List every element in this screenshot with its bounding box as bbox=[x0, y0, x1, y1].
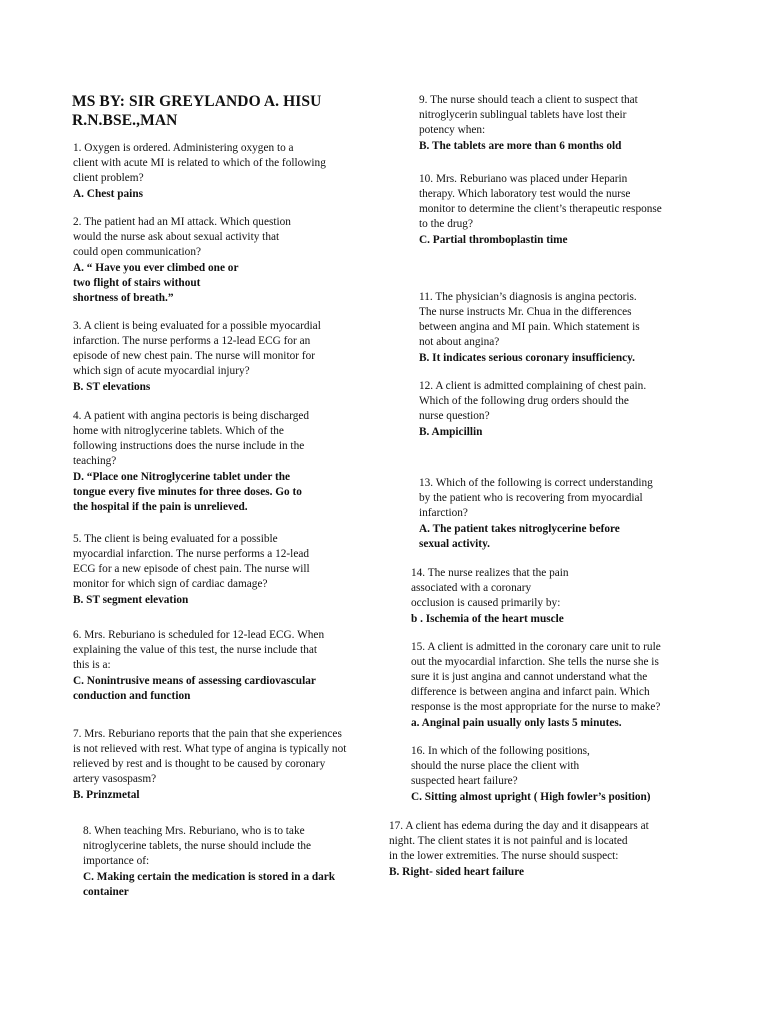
question-text-line: explaining the value of this test, the nurse include that bbox=[73, 644, 318, 656]
question-text-line: out the myocardial infarction. She tells the nurse she is bbox=[411, 656, 659, 668]
question-text-line: 16. In which of the following positions, bbox=[411, 745, 590, 757]
question-text-line: The nurse instructs Mr. Chua in the differences bbox=[419, 306, 632, 318]
answer-line: A. The patient takes nitroglycerine before bbox=[419, 523, 620, 535]
question-text-line: associated with a coronary bbox=[411, 582, 532, 594]
question-item bbox=[419, 290, 719, 366]
question-text-line: could open communication? bbox=[73, 246, 201, 258]
question-item bbox=[73, 532, 393, 608]
question-item bbox=[419, 93, 719, 154]
answer bbox=[73, 187, 393, 202]
answer-line: the hospital if the pain is unrelieved. bbox=[73, 501, 248, 513]
question-text-line: 9. The nurse should teach a client to suspect that bbox=[419, 94, 638, 106]
question-text-line: suspected heart failure? bbox=[411, 775, 518, 787]
question-text-line: 8. When teaching Mrs. Reburiano, who is to take bbox=[83, 825, 305, 837]
answer bbox=[419, 139, 719, 154]
question-text-line: response is the most appropriate for the nurse to make? bbox=[411, 701, 661, 713]
answer-line: A. Chest pains bbox=[73, 188, 143, 200]
answer bbox=[73, 261, 393, 306]
question-text-line: nitroglycerine tablets, the nurse should include the bbox=[83, 840, 312, 852]
question-text-line: nurse question? bbox=[419, 410, 490, 422]
question-text-line: monitor for which sign of cardiac damage? bbox=[73, 578, 268, 590]
question-text-line: client problem? bbox=[73, 172, 144, 184]
question-text-line: not about angina? bbox=[419, 336, 500, 348]
document-title bbox=[72, 92, 372, 130]
answer-line: B. ST elevations bbox=[73, 381, 151, 393]
question-text-line: 5. The client is being evaluated for a possible bbox=[73, 533, 278, 545]
question-text-line: monitor to determine the client’s therapeutic response bbox=[419, 203, 662, 215]
question-text-line: 17. A client has edema during the day and it disappears at bbox=[389, 820, 649, 832]
answer bbox=[419, 522, 719, 552]
question-text-line: potency when: bbox=[419, 124, 486, 136]
answer-line: container bbox=[83, 886, 129, 898]
question-text-line: infarction? bbox=[419, 507, 468, 519]
answer bbox=[73, 380, 393, 395]
answer bbox=[73, 470, 393, 515]
question-item bbox=[411, 640, 711, 731]
answer-line: sexual activity. bbox=[419, 538, 490, 550]
answer-line: A. “ Have you ever climbed one or bbox=[73, 262, 239, 274]
question-text-line: therapy. Which laboratory test would the nurse bbox=[419, 188, 631, 200]
answer-line: B. It indicates serious coronary insufficiency. bbox=[419, 352, 635, 364]
answer-line: B. Right- sided heart failure bbox=[389, 866, 525, 878]
answer-line: B. Prinzmetal bbox=[73, 789, 140, 801]
answer bbox=[419, 351, 719, 366]
answer-line: B. The tablets are more than 6 months old bbox=[419, 140, 622, 152]
answer bbox=[389, 865, 689, 880]
question-item bbox=[389, 819, 689, 880]
answer bbox=[419, 425, 719, 440]
answer-line: C. Making certain the medication is stored in a dark bbox=[83, 871, 336, 883]
answer-line: B. Ampicillin bbox=[419, 426, 483, 438]
question-text-line: 6. Mrs. Reburiano is scheduled for 12-lead ECG. When bbox=[73, 629, 325, 641]
question-text-line: to the drug? bbox=[419, 218, 473, 230]
answer bbox=[411, 790, 711, 805]
answer-line: a. Anginal pain usually only lasts 5 minutes. bbox=[411, 717, 622, 729]
answer-line: tongue every five minutes for three doses. Go to bbox=[73, 486, 302, 498]
question-text-line: episode of new chest pain. The nurse will monitor for bbox=[73, 350, 315, 362]
question-text-line: 15. A client is admitted in the coronary care unit to rule bbox=[411, 641, 661, 653]
answer-line: conduction and function bbox=[73, 690, 191, 702]
question-item bbox=[73, 628, 393, 704]
question-text-line: nitroglycerin sublingual tablets have lost their bbox=[419, 109, 627, 121]
title-line: MS BY: SIR GREYLANDO A. HISU bbox=[72, 93, 322, 110]
answer-line: two flight of stairs without bbox=[73, 277, 201, 289]
question-text-line: client with acute MI is related to which of the following bbox=[73, 157, 326, 169]
question-text-line: 10. Mrs. Reburiano was placed under Heparin bbox=[419, 173, 628, 185]
question-text-line: 1. Oxygen is ordered. Administering oxygen to a bbox=[73, 142, 294, 154]
answer bbox=[411, 716, 711, 731]
question-text-line: would the nurse ask about sexual activity that bbox=[73, 231, 280, 243]
question-text-line: 14. The nurse realizes that the pain bbox=[411, 567, 569, 579]
question-item bbox=[419, 379, 719, 440]
question-text-line: 7. Mrs. Reburiano reports that the pain that she experiences bbox=[73, 728, 342, 740]
question-text-line: occlusion is caused primarily by: bbox=[411, 597, 561, 609]
question-text-line: by the patient who is recovering from myocardial bbox=[419, 492, 643, 504]
question-text-line: 11. The physician’s diagnosis is angina pectoris. bbox=[419, 291, 637, 303]
question-text-line: is not relieved with rest. What type of angina is typically not bbox=[73, 743, 347, 755]
question-text-line: importance of: bbox=[83, 855, 150, 867]
answer bbox=[73, 674, 393, 704]
question-item bbox=[419, 172, 719, 248]
question-text-line: ECG for a new episode of chest pain. The nurse will bbox=[73, 563, 310, 575]
question-item bbox=[73, 409, 393, 515]
question-text-line: home with nitroglycerine tablets. Which of the bbox=[73, 425, 284, 437]
question-text-line: in the lower extremities. The nurse should suspect: bbox=[389, 850, 619, 862]
question-text-line: relieved by rest and is thought to be caused by coronary bbox=[73, 758, 326, 770]
question-text-line: 2. The patient had an MI attack. Which question bbox=[73, 216, 291, 228]
question-item bbox=[73, 215, 393, 306]
answer-line: C. Nonintrusive means of assessing cardiovascular bbox=[73, 675, 316, 687]
answer-line: B. ST segment elevation bbox=[73, 594, 189, 606]
title-line: R.N.BSE.,MAN bbox=[72, 112, 178, 129]
question-item bbox=[73, 319, 393, 395]
question-text-line: 3. A client is being evaluated for a possible myocardial bbox=[73, 320, 321, 332]
answer-line: D. “Place one Nitroglycerine tablet under the bbox=[73, 471, 291, 483]
question-item bbox=[419, 476, 719, 552]
question-text-line: should the nurse place the client with bbox=[411, 760, 580, 772]
question-text-line: infarction. The nurse performs a 12-lead ECG for an bbox=[73, 335, 311, 347]
question-text-line: between angina and MI pain. Which statement is bbox=[419, 321, 640, 333]
question-text-line: 13. Which of the following is correct understanding bbox=[419, 477, 653, 489]
question-text-line: 4. A patient with angina pectoris is being discharged bbox=[73, 410, 310, 422]
question-text-line: difference is between angina and infarct pain. Which bbox=[411, 686, 650, 698]
question-item bbox=[411, 744, 711, 805]
question-text-line: which sign of acute myocardial injury? bbox=[73, 365, 250, 377]
answer-line: shortness of breath.” bbox=[73, 292, 174, 304]
question-text-line: artery vasospasm? bbox=[73, 773, 157, 785]
question-text-line: teaching? bbox=[73, 455, 117, 467]
answer bbox=[419, 233, 719, 248]
question-text-line: myocardial infarction. The nurse performs a 12-lead bbox=[73, 548, 309, 560]
question-item bbox=[83, 824, 403, 900]
question-text-line: Which of the following drug orders should the bbox=[419, 395, 629, 407]
question-text-line: 12. A client is admitted complaining of chest pain. bbox=[419, 380, 647, 392]
question-text-line: night. The client states it is not painful and is located bbox=[389, 835, 628, 847]
answer bbox=[83, 870, 403, 900]
question-text-line: sure it is just angina and cannot understand what the bbox=[411, 671, 648, 683]
question-text-line: following instructions does the nurse include in the bbox=[73, 440, 305, 452]
answer bbox=[411, 612, 711, 627]
answer-line: C. Sitting almost upright ( High fowler’s position) bbox=[411, 791, 651, 803]
question-item bbox=[411, 566, 711, 627]
answer-line: C. Partial thromboplastin time bbox=[419, 234, 568, 246]
answer bbox=[73, 788, 393, 803]
question-text-line: this is a: bbox=[73, 659, 111, 671]
question-item bbox=[73, 727, 393, 803]
answer bbox=[73, 593, 393, 608]
question-item bbox=[73, 141, 393, 202]
answer-line: b . Ischemia of the heart muscle bbox=[411, 613, 564, 625]
